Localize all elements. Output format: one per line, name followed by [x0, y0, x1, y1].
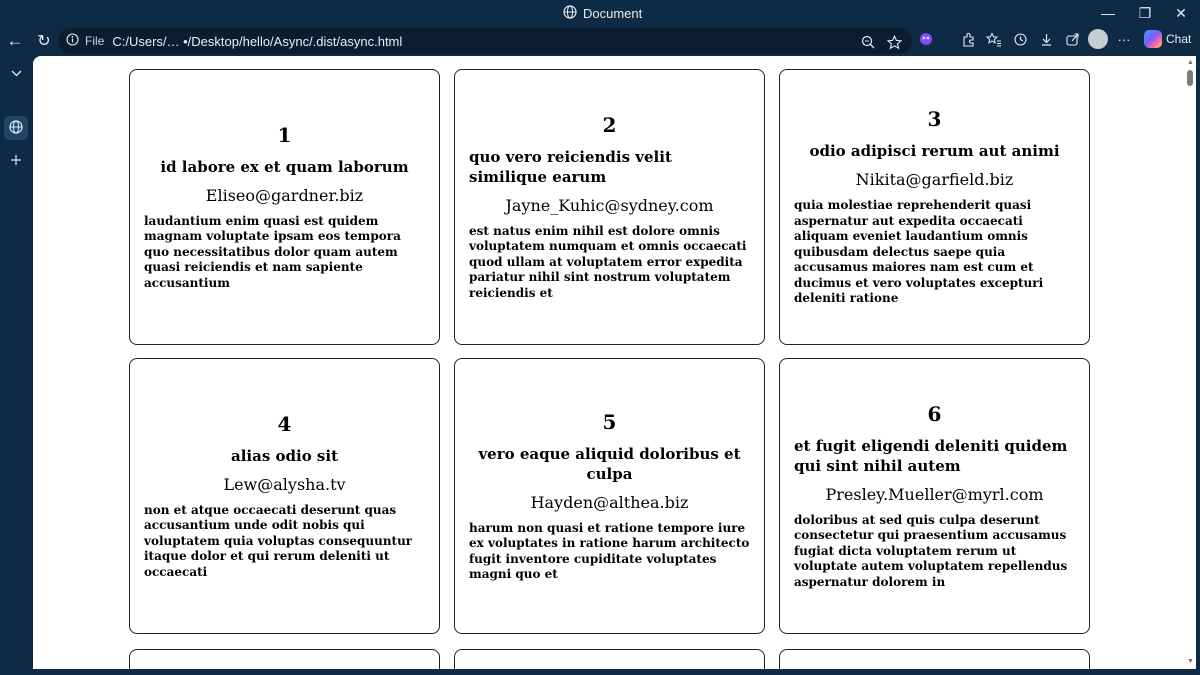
- favorite-star-icon[interactable]: [884, 32, 904, 52]
- card-name: alias odio sit: [231, 446, 338, 465]
- card-body: harum non quasi et ratione tempore iure ex voluptates in ratione harum architecto fugit inventore cupiditate voluptates magni quo et: [469, 520, 750, 581]
- card-body: quia molestiae reprehenderit quasi aspernatur aut expedita occaecati aliquam eveniet laudantium omnis quibusdam delectus saepe quia accusamus maiores nam est cum et ducimus et vero voluptates excepturi deleniti ratione: [794, 198, 1044, 306]
- card-name: vero eaque aliquid doloribus et culpa: [478, 444, 741, 483]
- post-card: [779, 358, 1090, 634]
- url-text[interactable]: C:/Users/… •/Desktop/hello/Async/.dist/async.html: [112, 33, 403, 49]
- profile-avatar[interactable]: [1088, 29, 1108, 49]
- card-name: odio adipisci rerum aut animi: [809, 142, 1060, 161]
- title-bar: [0, 0, 1200, 26]
- card-number: 6: [927, 401, 942, 426]
- card-body: non et atque occaecati deserunt quas accusantium unde odit nobis qui voluptatem quia voluptas consequuntur itaque dolor et qui rerum deleniti ut occaecati: [144, 502, 413, 579]
- card-body: laudantium enim quasi est quidem magnam voluptate ipsam eos tempora quo necessitatibus dolor quam autem quasi reiciendis et nam sapiente accusantium: [144, 213, 401, 290]
- vertical-tabs-sidebar: [0, 56, 33, 675]
- card-number: 3: [927, 107, 942, 132]
- info-icon[interactable]: [66, 33, 79, 49]
- restore-button[interactable]: ❐: [1138, 4, 1152, 21]
- tab-document[interactable]: [4, 116, 28, 140]
- zoom-icon[interactable]: [858, 32, 878, 52]
- card-number: 4: [277, 411, 292, 436]
- address-bar[interactable]: [58, 28, 912, 54]
- page-content: [33, 56, 1185, 669]
- chevron-down-icon[interactable]: [4, 61, 28, 85]
- post-card-partial: [129, 649, 440, 669]
- window-title-text: Document: [583, 5, 643, 21]
- card-email: Presley.Mueller@myrl.com: [825, 484, 1044, 504]
- downloads-icon[interactable]: [1036, 29, 1056, 49]
- post-card: [129, 358, 440, 634]
- post-card-partial: [779, 649, 1090, 669]
- scroll-up-icon[interactable]: ▲: [1187, 59, 1194, 66]
- new-tab-button[interactable]: [4, 148, 28, 172]
- card-email: Hayden@althea.biz: [530, 492, 689, 512]
- card-body: est natus enim nihil est dolore omnis voluptatem numquam et omnis occaecati quod ullam at voluptatem error expedita pariatur nihil sint nostrum voluptatem reiciendis et: [469, 223, 747, 300]
- card-number: 1: [277, 122, 292, 147]
- chat-label: Chat: [1166, 32, 1192, 46]
- window-title: [563, 4, 642, 22]
- file-scheme-label: File: [85, 34, 105, 48]
- post-card-partial: [454, 649, 765, 669]
- favorites-icon[interactable]: [984, 29, 1004, 49]
- card-email: Jayne_Kuhic@sydney.com: [505, 195, 714, 215]
- globe-icon: [9, 120, 23, 137]
- scrollbar-thumb[interactable]: [1187, 70, 1193, 86]
- copilot-extension-icon[interactable]: [916, 29, 936, 49]
- extensions-icon[interactable]: [958, 29, 978, 49]
- card-email: Nikita@garfield.biz: [855, 170, 1014, 190]
- browser-toolbar: [0, 26, 1200, 56]
- card-number: 2: [602, 112, 617, 137]
- vertical-scrollbar[interactable]: [1185, 56, 1196, 669]
- reload-button[interactable]: ↻: [37, 33, 51, 50]
- minimize-button[interactable]: —: [1101, 5, 1115, 21]
- card-name: quo vero reiciendis velit similique earum: [469, 147, 672, 186]
- back-button[interactable]: ←: [6, 31, 24, 50]
- close-window-button[interactable]: ✕: [1175, 4, 1187, 21]
- share-icon[interactable]: [1062, 29, 1082, 49]
- card-email: Eliseo@gardner.biz: [205, 185, 364, 205]
- card-number: 5: [602, 409, 617, 434]
- post-card: [779, 69, 1090, 345]
- card-name: et fugit eligendi deleniti quidem qui sint nihil autem: [794, 436, 1068, 475]
- post-card: [129, 69, 440, 345]
- card-name: id labore ex et quam laborum: [160, 157, 409, 176]
- card-email: Lew@alysha.tv: [223, 474, 346, 494]
- more-menu-button[interactable]: ···: [1117, 31, 1131, 47]
- history-icon[interactable]: [1010, 29, 1030, 49]
- post-card: [454, 358, 765, 634]
- post-card: [454, 69, 765, 345]
- globe-icon: [563, 5, 577, 22]
- chat-button[interactable]: [1144, 30, 1191, 48]
- card-body: doloribus at sed quis culpa deserunt consectetur qui praesentium accusamus fugiat dicta voluptatem rerum ut voluptate autem voluptatem repellendus aspernatur dolorem in: [794, 512, 1068, 589]
- scroll-down-icon[interactable]: ▼: [1187, 658, 1194, 665]
- copilot-logo-icon: [1144, 30, 1162, 48]
